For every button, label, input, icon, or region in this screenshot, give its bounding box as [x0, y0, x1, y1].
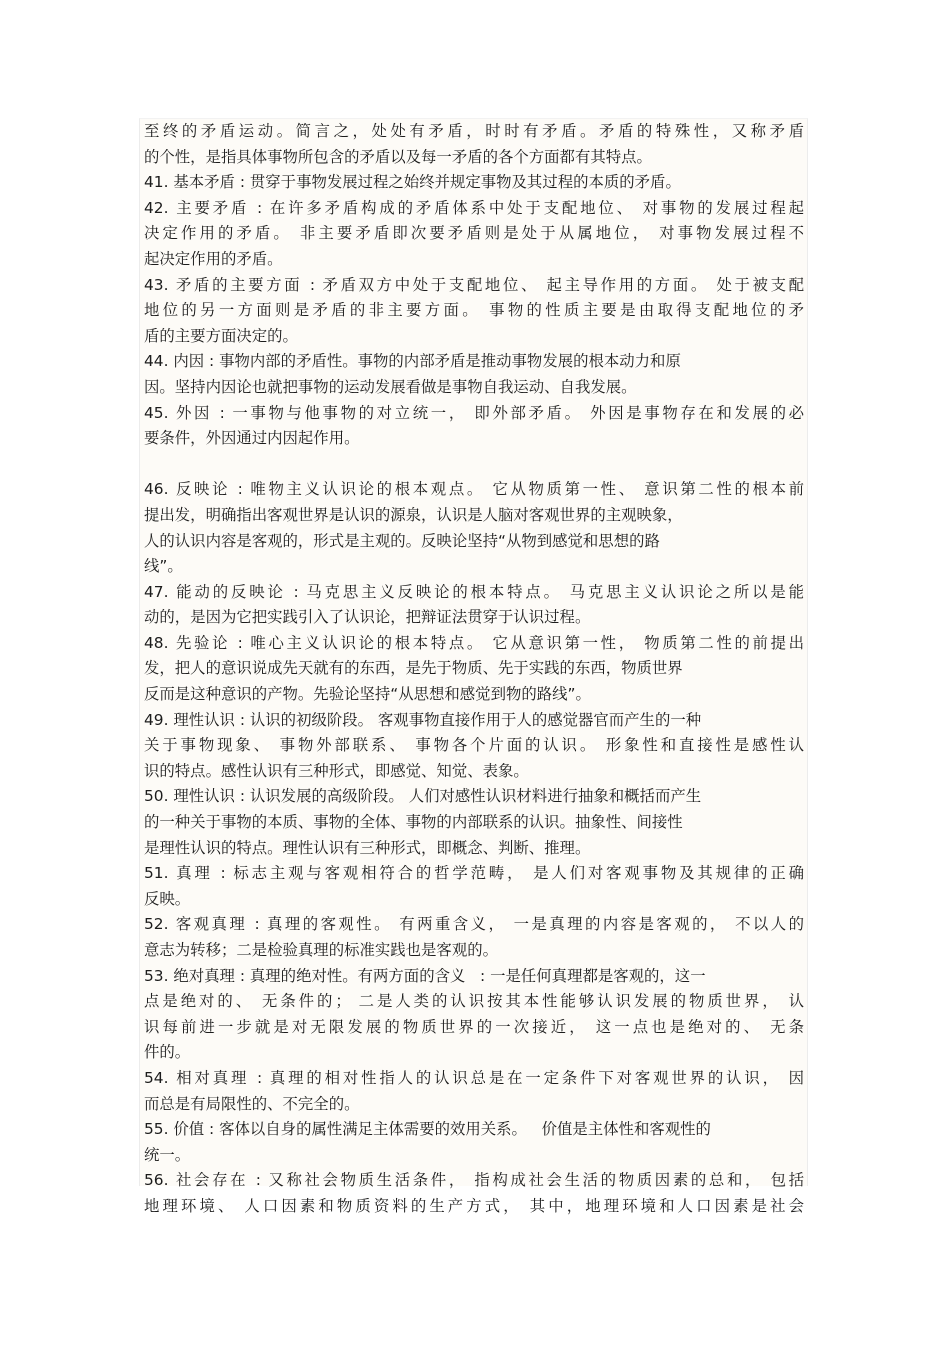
text-line: 55. 价值 : 客体以自身的属性满足主体需要的效用关系。 价值是主体性和客观性的 — [144, 1120, 711, 1139]
text-line: 42. 主要矛盾 : 在许多矛盾构成的矛盾体系中处于支配地位、 对事物的发展过程起 — [144, 198, 804, 217]
text-line: 44. 内因 : 事物内部的矛盾性。事物的内部矛盾是推动事物发展的根本动力和原 — [144, 352, 681, 371]
text-line: 动的，是因为它把实践引入了认识论，把辩证法贯穿于认识过程。 — [144, 608, 591, 627]
text-line: 人的认识内容是客观的，形式是主观的。反映论坚持“从物到感觉和思想的路 — [144, 531, 660, 550]
text-line: 而总是有局限性的、不完全的。 — [144, 1094, 360, 1113]
text-line: 决定作用的矛盾。 非主要矛盾即次要矛盾则是处于从属地位， 对事物发展过程不 — [144, 224, 804, 243]
text-line: 52. 客观真理 : 真理的客观性。 有两重含义， 一是真理的内容是客观的， 不以人的 — [144, 915, 804, 934]
text-line: 45. 外因 : 一事物与他事物的对立统一， 即外部矛盾。 外因是事物存在和发展的必 — [144, 403, 804, 422]
text-line: 反映。 — [144, 889, 191, 908]
text-line: 反而是这种意识的产物。先验论坚持“从思想和感觉到物的路线”。 — [144, 685, 591, 704]
text-line: 发，把人的意识说成先天就有的东西，是先于物质、先于实践的东西，物质世界 — [144, 659, 683, 678]
text-line: 要条件，外因通过内因起作用。 — [144, 429, 360, 448]
text-line: 是理性认识的特点。理性认识有三种形式，即概念、判断、推理。 — [144, 838, 591, 857]
text-line: 41. 基本矛盾 : 贯穿于事物发展过程之始终并规定事物及其过程的本质的矛盾。 — [144, 173, 681, 192]
text-line: 地理环境、 人口因素和物质资料的生产方式， 其中，地理环境和人口因素是社会 — [144, 1196, 804, 1215]
text-line: 54. 相对真理 : 真理的相对性指人的认识总是在一定条件下对客观世界的认识， 因 — [144, 1068, 804, 1087]
text-line: 起决定作用的矛盾。 — [144, 249, 283, 268]
document-text — [144, 119, 804, 1220]
text-line: 43. 矛盾的主要方面 : 矛盾双方中处于支配地位、 起主导作用的方面。 处于被支配 — [144, 275, 804, 294]
text-line: 线”。 — [144, 557, 183, 576]
text-line: 点是绝对的、 无条件的； 二是人类的认识按其本性能够认识发展的物质世界， 认 — [144, 992, 804, 1011]
text-line: 关于事物现象、 事物外部联系、 事物各个片面的认识。 形象性和直接性是感性认 — [144, 736, 804, 755]
text-line: 53. 绝对真理 : 真理的绝对性。有两方面的含义 : 一是任何真理都是客观的，这一 — [144, 966, 706, 985]
text-line: 50. 理性认识 : 认识发展的高级阶段。 人们对感性认识材料进行抽象和概括而产生 — [144, 787, 702, 806]
text-line: 46. 反映论 : 唯物主义认识论的根本观点。 它从物质第一性、 意识第二性的根本前 — [144, 480, 804, 499]
text-line: 意志为转移；二是检验真理的标准实践也是客观的。 — [144, 941, 498, 959]
text-line: 盾的主要方面决定的。 — [144, 326, 298, 345]
text-line: 因。坚持内因论也就把事物的运动发展看做是事物自我运动、自我发展。 — [144, 377, 637, 396]
document-page — [139, 118, 808, 1215]
text-line: 件的。 — [144, 1043, 191, 1062]
text-line: 至终的矛盾运动。简言之，处处有矛盾，时时有矛盾。矛盾的特殊性，又称矛盾 — [144, 122, 804, 140]
text-line: 地位的另一方面则是矛盾的非主要方面。 事物的性质主要是由取得支配地位的矛 — [144, 301, 804, 320]
text-line: 51. 真理 : 标志主观与客观相符合的哲学范畴， 是人们对客观事物及其规律的正确 — [144, 864, 804, 883]
text-line: 的个性，是指具体事物所包含的矛盾以及每一矛盾的各个方面都有其特点。 — [144, 147, 652, 166]
text-line: 的一种关于事物的本质、事物的全体、事物的内部联系的认识。抽象性、间接性 — [144, 813, 683, 832]
text-line: 49. 理性认识 : 认识的初级阶段。 客观事物直接作用于人的感觉器官而产生的一种 — [144, 710, 702, 729]
text-line: 47. 能动的反映论 : 马克思主义反映论的根本特点。 马克思主义认识论之所以是能 — [144, 582, 804, 601]
text-line: 56. 社会存在 : 又称社会物质生活条件， 指构成社会生活的物质因素的总和， 包括 — [144, 1171, 804, 1190]
text-line: 统一。 — [144, 1145, 191, 1164]
text-line: 识每前进一步就是对无限发展的物质世界的一次接近， 这一点也是绝对的、 无条 — [144, 1017, 804, 1036]
text-line: 识的特点。感性认识有三种形式，即感觉、知觉、表象。 — [144, 761, 529, 780]
blank-line — [144, 452, 804, 478]
text-line: 48. 先验论 : 唯心主义认识论的根本特点。 它从意识第一性， 物质第二性的前提出 — [144, 633, 804, 652]
text-line: 提出发，明确指出客观世界是认识的源泉，认识是人脑对客观世界的主观映象， — [144, 505, 683, 524]
